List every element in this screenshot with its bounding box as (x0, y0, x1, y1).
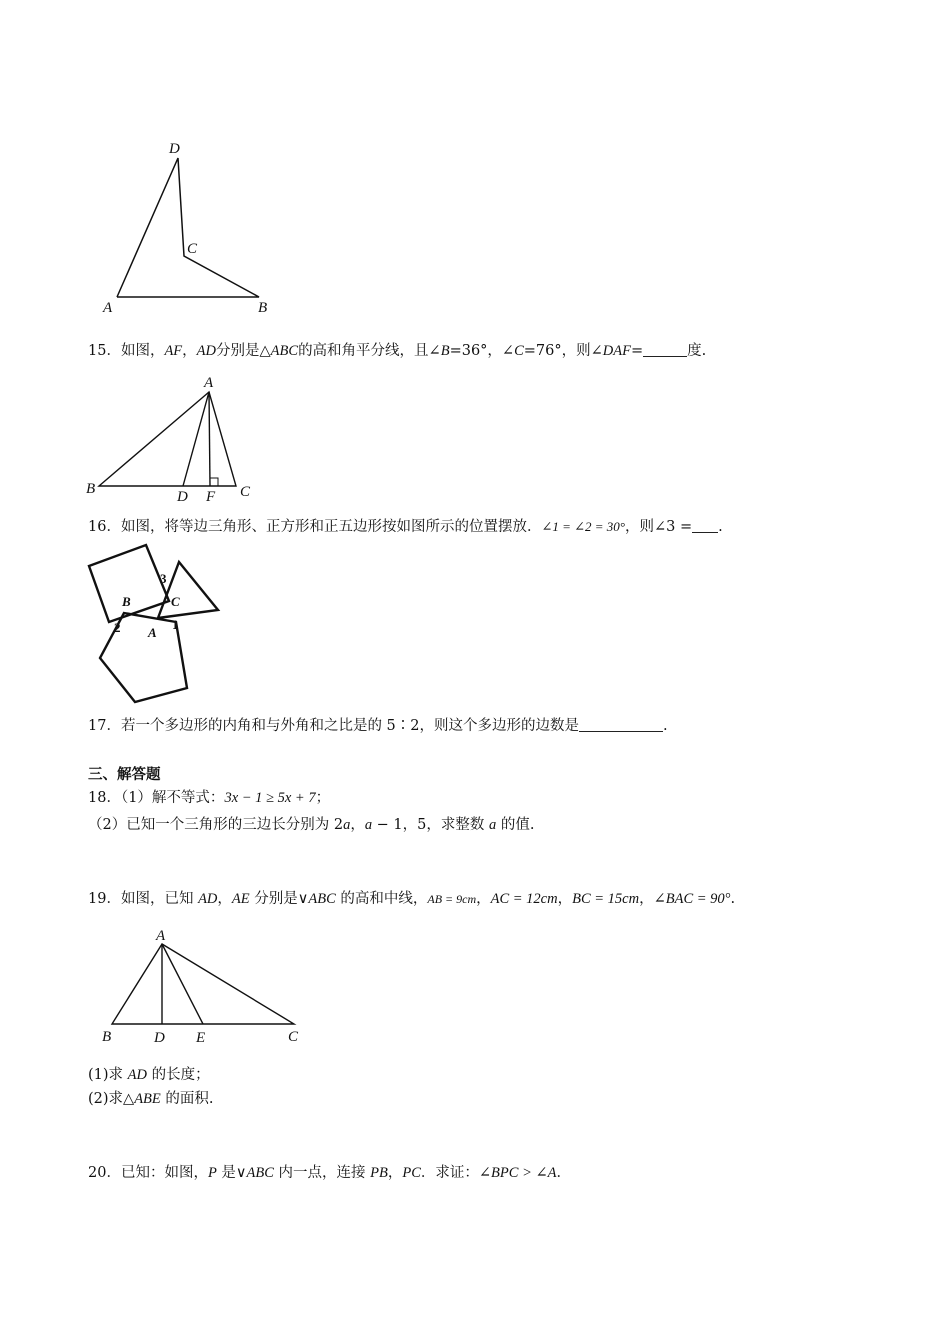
fig14-label-c: C (187, 241, 198, 257)
q17-answer-blank (579, 717, 663, 732)
fig16-triangle (158, 562, 218, 618)
fig16-pentagon (100, 613, 187, 702)
fig15-label-c: C (240, 484, 251, 500)
question-16: 16．如图，将等边三角形、正方形和正五边形按如图所示的位置摆放．∠1 = ∠2 = 30°，则∠3 = . (88, 519, 723, 535)
fig16-label-b: B (122, 594, 131, 609)
question-15: 15．如图，AF，AD分别是△ABC的高和角平分线，且∠B=36°，∠C=76°，则∠DAF= 度. (88, 343, 707, 359)
fig15-triangle (99, 392, 236, 486)
fig19-label-b: B (102, 1029, 112, 1045)
fig19-label-c: C (288, 1029, 299, 1045)
fig19-label-a: A (156, 928, 166, 944)
q15-number: 15． (88, 343, 121, 359)
fig15-label-f: F (206, 489, 216, 505)
figure-q16 (89, 545, 218, 702)
figure-q15 (86, 375, 251, 505)
q18-number: 18． (88, 790, 121, 806)
q15-answer-blank (643, 342, 687, 357)
fig15-label-d: D (177, 489, 188, 505)
fig15-label-a: A (204, 375, 214, 391)
fig19-median-ae (162, 944, 203, 1024)
q20-number: 20． (88, 1165, 121, 1181)
fig16-label-a: A (148, 625, 157, 640)
q19-number: 19． (88, 891, 121, 907)
fig16-label-1: 1 (172, 617, 179, 632)
question-19-part-1: (1)求 AD 的长度； (88, 1067, 210, 1083)
question-17: 17．若一个多边形的内角和与外角和之比是的 5∶2，则这个多边形的边数是 . (88, 718, 668, 734)
fig15-right-angle-mark (210, 478, 218, 486)
q17-number: 17． (88, 718, 121, 734)
section-heading: 三、解答题 (88, 766, 161, 783)
fig14-label-a: A (103, 300, 113, 316)
fig16-square (89, 545, 169, 622)
fig16-label-2: 2 (114, 620, 121, 635)
fig14-label-b: B (258, 300, 268, 316)
fig16-label-3: 3 (160, 571, 167, 586)
fig15-bisector-ad (183, 392, 209, 486)
fig19-label-d: D (154, 1030, 165, 1046)
question-18-part-1: 18．（1）解不等式：3x − 1 ≥ 5x + 7； (88, 790, 331, 806)
figure-q19 (102, 928, 299, 1046)
fig19-triangle (112, 944, 294, 1024)
q16-number: 16． (88, 519, 121, 535)
question-20: 20．已知：如图，P 是∨ABC 内一点，连接 PB，PC．求证：∠BPC > ∠A． (88, 1165, 571, 1181)
fig16-label-c: C (171, 594, 180, 609)
fig14-shape (117, 158, 259, 297)
q16-answer-blank (692, 518, 718, 533)
fig15-altitude-af (209, 392, 210, 486)
fig14-label-d: D (169, 141, 180, 157)
fig15-label-b: B (86, 481, 96, 497)
question-18-part-2: （2）已知一个三角形的三边长分别为 2a，a − 1，5，求整数 a 的值. (88, 817, 535, 833)
question-19: 19．如图，已知 AD，AE 分别是∨ABC 的高和中线，AB = 9cm，AC = 12cm，BC = 15cm，∠BAC = 90°. (88, 891, 736, 907)
question-19-part-2: (2)求△ABE 的面积. (88, 1091, 214, 1107)
fig19-label-e: E (196, 1030, 206, 1046)
